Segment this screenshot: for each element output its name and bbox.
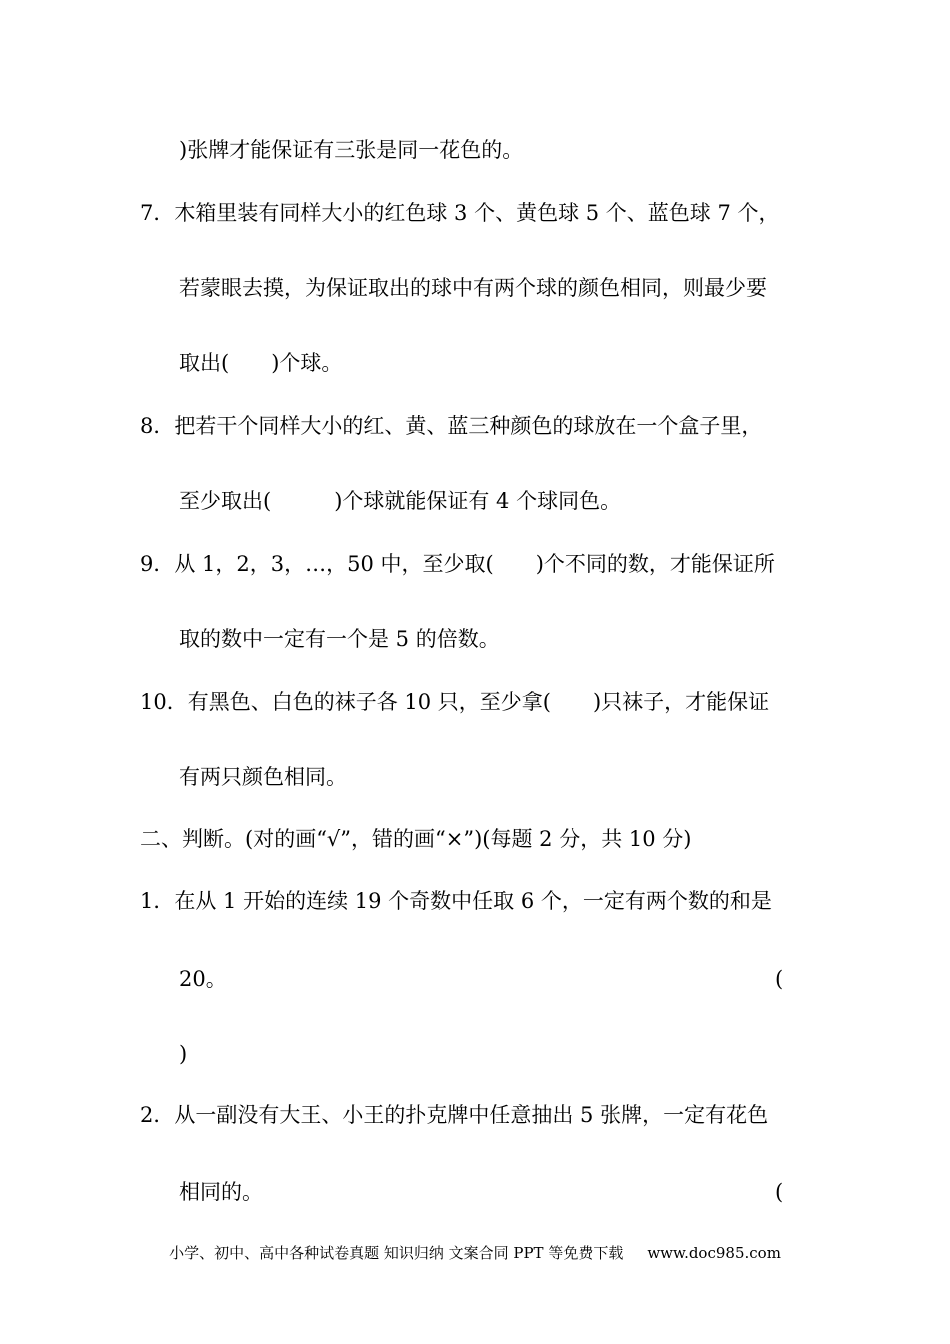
q7-line-1: 7．木箱里装有同样大小的红色球 3 个、黄色球 5 个、蓝色球 7 个，: [140, 201, 780, 225]
q7-line-3: 取出( )个球。: [179, 351, 343, 375]
footer-text: 小学、初中、高中各种试卷真题 知识归纳 文案合同 PPT 等免费下载: [169, 1244, 624, 1262]
q10-line-2: 有两只颜色相同。: [179, 765, 347, 789]
footer-site-link[interactable]: www.doc985.com: [647, 1244, 781, 1262]
q8-line-1: 8．把若干个同样大小的红、黄、蓝三种颜色的球放在一个盒子里，: [140, 414, 763, 438]
judge-q2-line-2: 相同的。: [179, 1180, 263, 1204]
judge-q2-answer-paren-open: (: [775, 1180, 784, 1204]
q9-line-1: 9．从 1，2，3，…，50 中，至少取( )个不同的数，才能保证所: [140, 552, 775, 576]
q9-line-2: 取的数中一定有一个是 5 的倍数。: [179, 627, 500, 651]
section-heading-judge: 二、判断。(对的画“√”，错的画“×”)(每题 2 分，共 10 分): [140, 827, 692, 851]
judge-q2-line-1: 2．从一副没有大王、小王的扑克牌中任意抽出 5 张牌，一定有花色: [140, 1103, 769, 1127]
judge-q1-answer-paren-close: ): [179, 1042, 188, 1066]
q6-continuation: )张牌才能保证有三张是同一花色的。: [179, 138, 524, 162]
q10-line-1: 10．有黑色、白色的袜子各 10 只，至少拿( )只袜子，才能保证: [140, 690, 770, 714]
q8-line-2: 至少取出( )个球就能保证有 4 个球同色。: [179, 489, 622, 513]
judge-q1-answer-paren-open: (: [775, 967, 784, 991]
page-footer: [0, 1243, 950, 1263]
judge-q1-line-2: 20。: [179, 967, 227, 991]
judge-q1-line-1: 1．在从 1 开始的连续 19 个奇数中任取 6 个，一定有两个数的和是: [140, 889, 772, 913]
q7-line-2: 若蒙眼去摸，为保证取出的球中有两个球的颜色相同，则最少要: [179, 276, 767, 300]
